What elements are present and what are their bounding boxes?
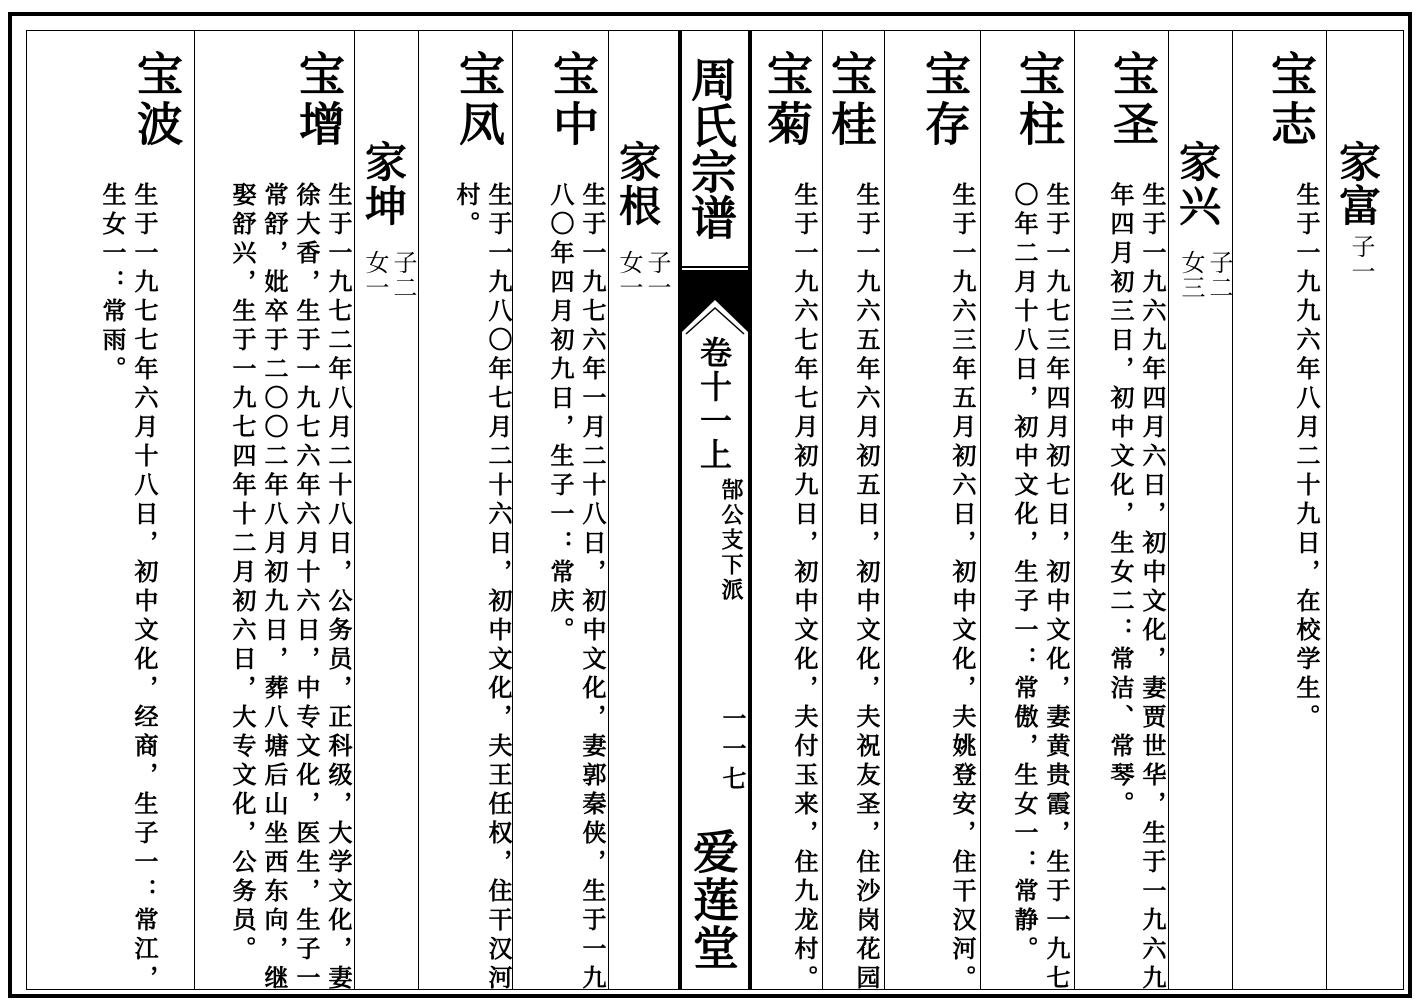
entry-baosheng-text <box>1104 182 1168 1002</box>
entry-baozhu-text <box>1008 182 1072 1002</box>
entry-name: 宝桂 <box>824 50 878 150</box>
children-block <box>1178 250 1232 300</box>
entry-name: 宝存 <box>918 50 972 150</box>
parent-name: 家坤 <box>359 140 408 228</box>
column-divider <box>194 30 195 990</box>
children-count: 女一 <box>361 250 389 300</box>
entry-name: 宝菊 <box>760 50 814 150</box>
parent-name: 家根 <box>613 140 662 228</box>
entry-baoju-text <box>788 182 820 1002</box>
entry-baosheng <box>1106 50 1160 150</box>
entry-text: 生于一九九六年八月二十九日，在校学生。 <box>1292 182 1321 733</box>
center-band-right-rule <box>748 30 752 990</box>
entry-jiafu <box>1333 140 1382 284</box>
entry-text: 生于一九七七年六月十八日，初中文化，经商，生子一：常江，生女一：常雨。 <box>98 182 159 994</box>
entry-baozhu <box>1012 50 1066 150</box>
entry-baofeng-text <box>450 182 514 1002</box>
children-count: 女一 <box>615 250 643 300</box>
children-count: 子一 <box>1347 234 1375 284</box>
children-count: 子一 <box>643 250 671 300</box>
entry-name: 宝圣 <box>1106 50 1160 150</box>
entry-jiagen <box>613 140 662 228</box>
column-divider <box>980 30 981 990</box>
entry-name: 宝凤 <box>452 50 506 150</box>
column-divider <box>1074 30 1075 990</box>
branch-label: 郜公支下派 <box>718 478 744 603</box>
center-band-left-rule <box>678 30 682 990</box>
entry-baocun-text <box>946 182 978 1002</box>
entry-jiakun <box>359 140 408 228</box>
entry-text: 生于一九六三年五月初六日，初中文化，夫姚登安，住干汉河。 <box>948 182 977 994</box>
entry-name: 宝增 <box>292 50 346 150</box>
entry-baogui <box>824 50 878 150</box>
entry-baofeng <box>452 50 506 150</box>
entry-name: 宝志 <box>1264 50 1318 150</box>
page-number: 一一七 <box>718 706 747 796</box>
hall-name: 爱莲堂 <box>686 828 740 972</box>
genealogy-title: 周氏宗谱 <box>684 56 738 240</box>
title-rule <box>682 266 748 268</box>
entry-name: 宝柱 <box>1012 50 1066 150</box>
entry-baozhong-text <box>544 182 608 1002</box>
entry-text: 生于一九七二年八月二十八日，公务员，正科级，大学文化，妻徐大香，生于一九七六年六月十六日，中专文化，医生，生子一常舒，妣卒于二〇〇二年八月初九日，葬八塘后山坐西东向，继娶舒兴，生于一九七四年十二月初六日，大专文化，公务员。 <box>228 182 353 994</box>
parent-name: 家富 <box>1333 140 1382 228</box>
children-count: 子二 <box>389 250 417 300</box>
entry-text: 生于一九七六年一月二十八日，初中文化，妻郭秦侠，生于一九八〇年四月初九日，生子一：常庆。 <box>546 182 607 994</box>
children-block <box>616 250 670 300</box>
entry-baobo <box>130 50 184 150</box>
children-count: 子二 <box>1205 250 1233 300</box>
entry-baozhi <box>1264 50 1318 150</box>
column-divider <box>884 30 885 990</box>
children-block <box>362 250 416 300</box>
entry-baobo-text <box>96 182 194 1002</box>
entry-baozeng-text <box>226 182 354 1002</box>
entry-baocun <box>918 50 972 150</box>
parent-name: 家兴 <box>1173 140 1222 228</box>
column-divider <box>354 30 355 990</box>
entry-text: 生于一九七三年四月初七日，初中文化，妻黄贵霞，生于一九七〇年二月十八日，初中文化，生子一：常傲，生女一：常静。 <box>1010 182 1071 994</box>
entry-text: 生于一九六五年六月初五日，初中文化，夫祝友圣，住沙岗花园 <box>852 182 881 994</box>
column-divider <box>418 30 419 990</box>
column-divider <box>608 30 609 990</box>
entry-baoju <box>760 50 814 150</box>
column-divider <box>822 30 823 990</box>
entry-text: 生于一九六七年七月初九日，初中文化，夫付玉来，住九龙村。 <box>790 182 819 994</box>
entry-text: 生于一九六九年四月六日，初中文化，妻贾世华，生于一九六九年四月初三日，初中文化，生女二：常洁、常琴。 <box>1106 182 1167 994</box>
column-divider <box>1168 30 1169 990</box>
column-divider <box>1232 30 1233 990</box>
entry-baogui-text <box>850 182 882 1002</box>
entry-baozeng <box>292 50 346 150</box>
children-count: 女三 <box>1177 250 1205 300</box>
entry-name: 宝波 <box>130 50 184 150</box>
volume-label: 卷十一上 <box>695 336 733 472</box>
column-divider <box>1326 30 1327 990</box>
entry-baozhong <box>546 50 600 150</box>
entry-text: 生于一九八〇年七月二十六日，初中文化，夫王任权，住干汉河村。 <box>452 182 513 994</box>
entry-jiaxing <box>1173 140 1222 228</box>
entry-jiafu-text <box>1290 182 1322 1002</box>
entry-name: 宝中 <box>546 50 600 150</box>
